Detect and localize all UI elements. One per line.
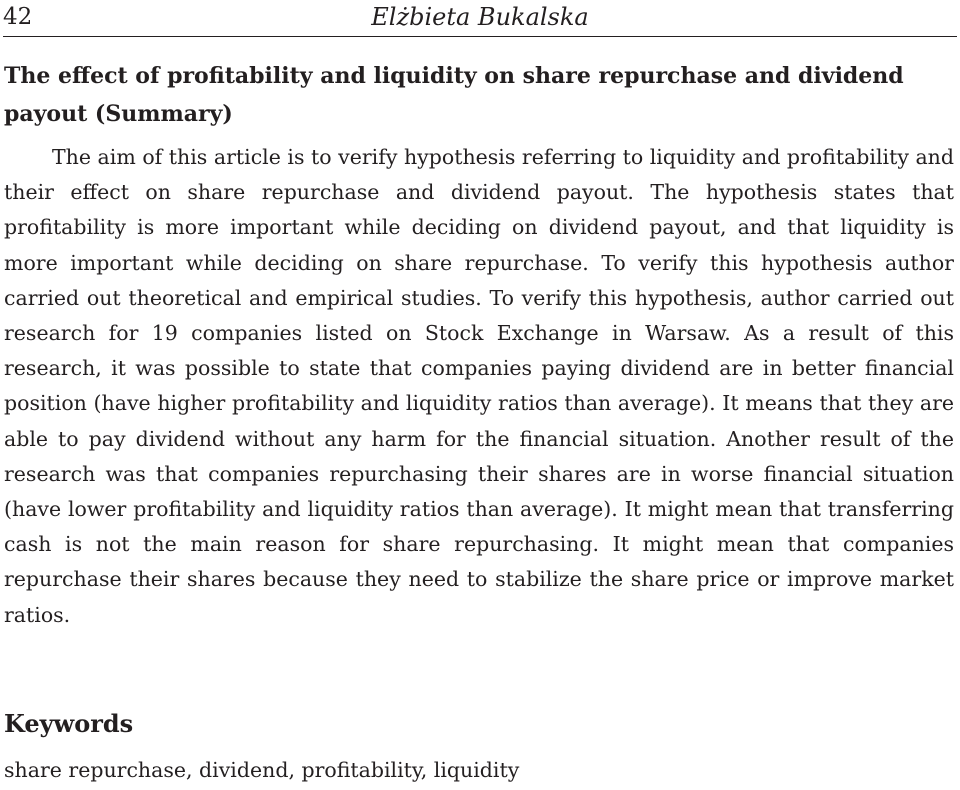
running-head	[3, 0, 957, 37]
author-name: Elżbieta Bukalska	[371, 3, 589, 31]
summary-paragraph: The aim of this article is to verify hypothesis referring to liquidity and profitability and their effect on share repurchase and dividend payout. The hypothesis states that profitability is more important while deciding on dividend payout, and that liquidity is more important while deciding on share repurchase. To verify this hypothesis author carried out theoretical and empirical studies. To verify this hypothesis, author carried out research for 19 companies listed on Stock Exchange in Warsaw. As a result of this research, it was possible to state that companies paying dividend are in better financial position (have higher profitability and liquidity ratios than average). It means that they are able to pay dividend without any harm for the financial situation. Another result of the research was that companies repurchasing their shares are in worse financial situation (have lower profitability and liquidity ratios than average). It might mean that transferring cash is not the main reason for share repurchasing. It might mean that companies repurchase their shares because they need to stabilize the share price or improve market ratios.	[4, 145, 954, 627]
keywords-heading: Keywords	[4, 709, 134, 738]
article-title: The effect of profitability and liquidity on share repurchase and dividend payout (Summary)	[4, 63, 904, 127]
page-number: 42	[3, 4, 33, 30]
keywords-list: share repurchase, dividend, profitability, liquidity	[4, 758, 520, 782]
